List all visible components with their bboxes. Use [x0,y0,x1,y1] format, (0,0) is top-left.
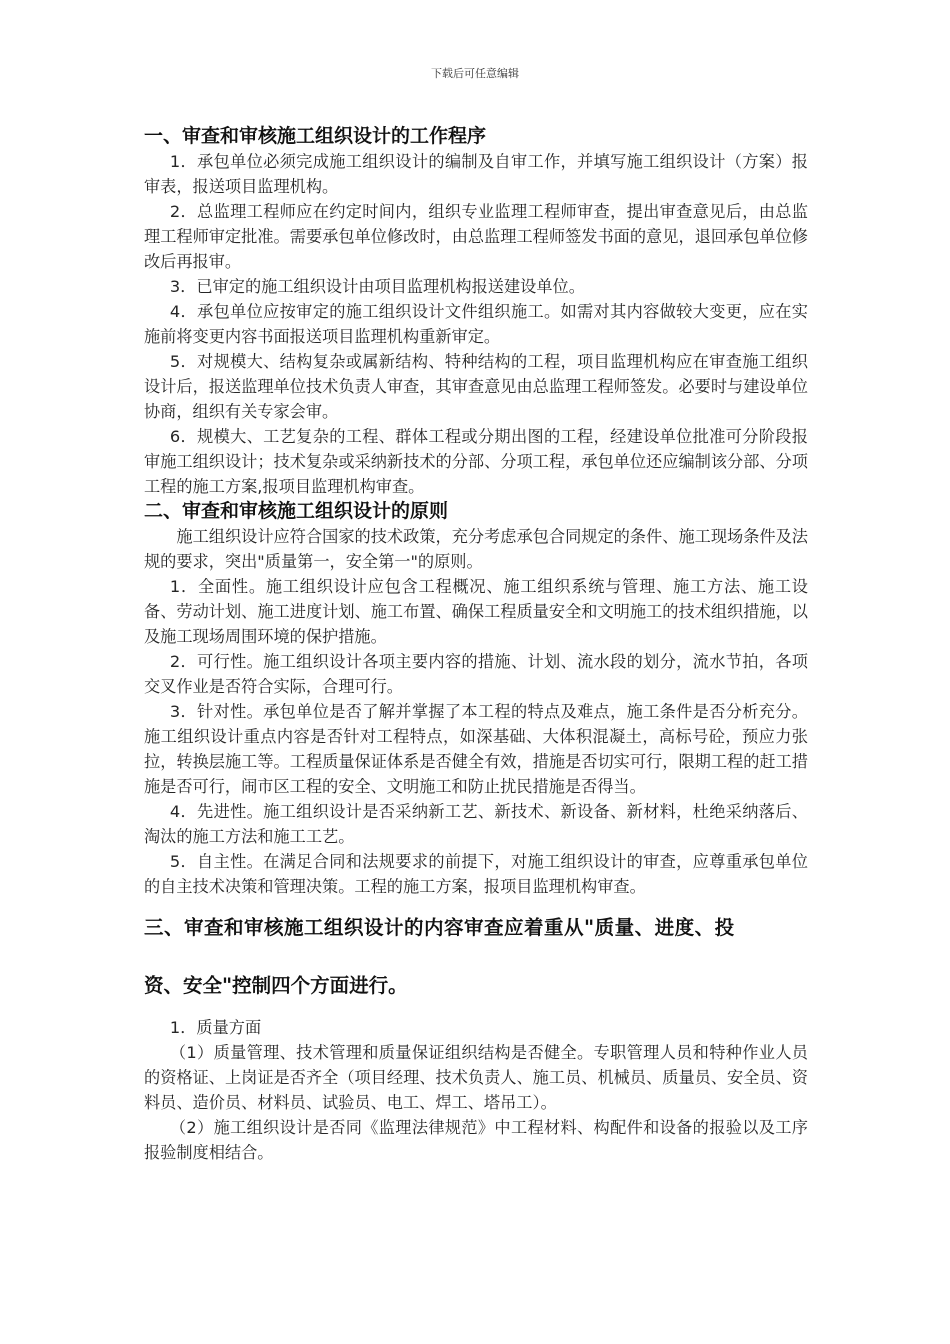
section-3-item-1: （1）质量管理、技术管理和质量保证组织结构是否健全。专职管理人员和特种作业人员的资格证、上岗证是否齐全（项目经理、技术负责人、施工员、机械员、质量员、安全员、资料员、造价员、材料员、试验员、电工、焊工、塔吊工）。 [144,1043,808,1112]
section-2-item-5: 5．自主性。在满足合同和法规要求的前提下，对施工组织设计的审查，应尊重承包单位的自主技术决策和管理决策。工程的施工方案，报项目监理机构审查。 [144,852,808,896]
section-3-subheading: 1．质量方面 [169,1018,262,1037]
section-1-item-1: 1．承包单位必须完成施工组织设计的编制及自审工作，并填写施工组织设计（方案）报审表，报送项目监理机构。 [144,152,808,196]
section-2-item-3: 3．针对性。承包单位是否了解并掌握了本工程的特点及难点，施工条件是否分析充分。施工组织设计重点内容是否针对工程特点，如深基础、大体积混凝土，高标号砼，预应力张拉，转换层施工等。工程质量保证体系是否健全有效，措施是否切实可行，限期工程的赶工措施是否可行，闹市区工程的安全、文明施工和防止扰民措施是否得当。 [144,702,808,796]
section-1-item-4: 4．承包单位应按审定的施工组织设计文件组织施工。如需对其内容做较大变更，应在实施前将变更内容书面报送项目监理机构重新审定。 [144,302,808,346]
section-1-item-2: 2．总监理工程师应在约定时间内，组织专业监理工程师审查，提出审查意见后，由总监理工程师审定批准。需要承包单位修改时，由总监理工程师签发书面的意见，退回承包单位修改后再报审。 [144,202,808,271]
section-3-heading-line-1: 三、审查和审核施工组织设计的内容审查应着重从"质量、进度、投 [144,916,735,939]
section-2-item-2: 2．可行性。施工组织设计各项主要内容的措施、计划、流水段的划分，流水节拍，各项交叉作业是否符合实际，合理可行。 [144,652,808,696]
section-3-heading-line-2: 资、安全"控制四个方面进行。 [144,974,408,997]
section-1-item-6: 6．规模大、工艺复杂的工程、群体工程或分期出图的工程，经建设单位批准可分阶段报审施工组织设计；技术复杂或采纳新技术的分部、分项工程，承包单位还应编制该分部、分项工程的施工方案,报项目监理机构审查。 [144,427,808,496]
section-2-item-4: 4．先进性。施工组织设计是否采纳新工艺、新技术、新设备、新材料，杜绝采纳落后、淘汰的施工方法和施工工艺。 [144,802,808,846]
section-2-item-1: 1．全面性。施工组织设计应包含工程概况、施工组织系统与管理、施工方法、施工设备、劳动计划、施工进度计划、施工布置、确保工程质量安全和文明施工的技术组织措施，以及施工现场周围环境的保护措施。 [144,577,808,646]
section-1-item-3: 3．已审定的施工组织设计由项目监理机构报送建设单位。 [169,277,585,296]
section-2-intro: 施工组织设计应符合国家的技术政策，充分考虑承包合同规定的条件、施工现场条件及法规的要求，突出"质量第一，安全第一"的原则。 [144,527,808,571]
section-3-item-2: （2）施工组织设计是否同《监理法律规范》中工程材料、构配件和设备的报验以及工序报验制度相结合。 [144,1118,808,1162]
section-3-heading [144,899,808,1015]
section-1-heading: 一、审查和审核施工组织设计的工作程序 [144,125,487,147]
section-2-heading: 二、审查和审核施工组织设计的原则 [144,500,449,522]
section-1-item-5: 5．对规模大、结构复杂或属新结构、特种结构的工程，项目监理机构应在审查施工组织设计后，报送监理单位技术负责人审查，其审查意见由总监理工程师签发。必要时与建设单位协商，组织有关专家会审。 [144,352,808,421]
page-header: 下载后可任意编辑 [431,67,519,80]
document-body [144,124,808,1165]
